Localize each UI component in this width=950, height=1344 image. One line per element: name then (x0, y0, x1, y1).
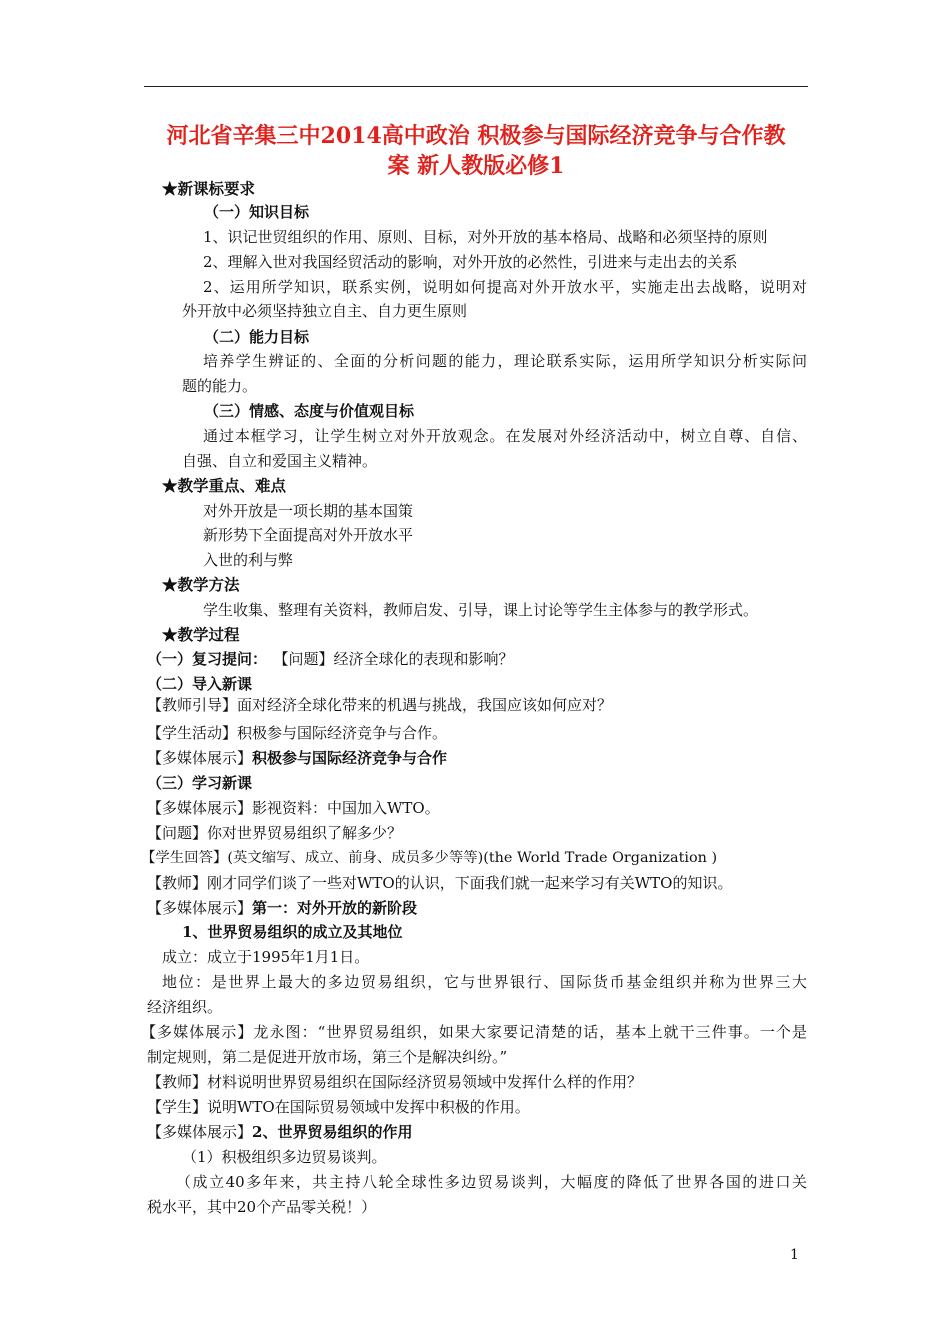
review-line (147, 648, 514, 670)
wto-status-b: 经济组织。 (147, 998, 223, 1016)
intro-heading: （二）导入新课 (147, 675, 253, 693)
learn-media1: 【多媒体展示】影视资料：中国加入WTO。 (147, 799, 440, 817)
learn-heading: （三）学习新课 (147, 774, 253, 792)
process-heading: ★教学过程 (162, 625, 240, 644)
role-1: （1）积极组织多边贸易谈判。 (182, 1148, 387, 1166)
keypoints-heading: ★教学重点、难点 (162, 476, 287, 495)
learn-teacher: 【教师】刚才同学们谈了一些对WTO的认识，下面我们就一起来学习有关WTO的知识。 (147, 874, 733, 892)
emotion-heading: （三）情感、态度与价值观目标 (204, 402, 415, 420)
intro-media-text: 积极参与国际经济竞争与合作 (252, 749, 448, 767)
media2-line (147, 897, 417, 919)
wto-status-a: 地位：是世界上最大的多边贸易组织，它与世界银行、国际货币基金组织并称为世界三大 (162, 973, 807, 991)
emotion-text-a: 通过本框学习，让学生树立对外开放观念。在发展对外经济活动中，树立自尊、自信、 (203, 427, 807, 445)
review-label: （一）复习提问： (147, 650, 268, 668)
keypoint-3: 入世的利与弊 (203, 551, 294, 569)
keypoint-1: 对外开放是一项长期的基本国策 (203, 502, 414, 520)
document-title-line2: 案 新人教版必修1 (387, 153, 565, 179)
header-rule (144, 86, 808, 87)
ability-text-b: 题的能力。 (182, 377, 258, 395)
long-quote-a: 【多媒体展示】龙永图：“世界贸易组织，如果大家要记清楚的话，基本上就干三件事。一个是 (141, 1023, 807, 1041)
learn-question: 【问题】你对世界贸易组织了解多少？ (147, 824, 403, 842)
ability-text-a: 培养学生辨证的、全面的分析问题的能力，理论联系实际，运用所学知识分析实际问 (203, 352, 807, 370)
knowledge-item-2: 2、理解入世对我国经贸活动的影响，对外开放的必然性，引进来与走出去的关系 (203, 253, 738, 271)
learn-answer: 【学生回答】(英文缩写、成立、前身、成员多少等等)(the World Trade Organization ) (141, 850, 718, 866)
intro-student: 【学生活动】积极参与国际经济竞争与合作。 (147, 724, 448, 742)
intro-teacher: 【教师引导】面对经济全球化带来的机遇与挑战，我国应该如何应对？ (147, 696, 613, 714)
wto-established: 成立：成立于1995年1月1日。 (162, 948, 370, 966)
media3-line (147, 1121, 412, 1143)
student-answer: 【学生】说明WTO在国际贸易领域中发挥中积极的作用。 (147, 1098, 530, 1116)
method-text: 学生收集、整理有关资料，教师启发、引导，课上讨论等学生主体参与的教学形式。 (203, 601, 759, 619)
emotion-text-b: 自强、自立和爱国主义精神。 (182, 452, 378, 470)
page-number: 1 (790, 1247, 799, 1263)
media2-label: 【多媒体展示】 (147, 899, 253, 917)
role-1-note-a: （成立40多年来，共主持八轮全球性多边贸易谈判，大幅度的降低了世界各国的进口关 (176, 1173, 807, 1191)
document-title-line1: 河北省辛集三中2014高中政治 积极参与国际经济竞争与合作教 (166, 123, 786, 149)
long-quote-b: 制定规则，第二是促进开放市场，第三个是解决纠纷。” (147, 1048, 508, 1066)
teacher-question: 【教师】材料说明世界贸易组织在国际经济贸易领域中发挥什么样的作用？ (147, 1073, 643, 1091)
knowledge-item-3b: 外开放中必须坚持独立自主、自力更生原则 (182, 302, 468, 320)
role-1-note-b: 税水平，其中20个产品零关税！） (147, 1198, 377, 1216)
knowledge-item-3a: 2、运用所学知识，联系实例，说明如何提高对外开放水平，实施走出去战略，说明对 (203, 278, 807, 296)
wto-heading: 1、世界贸易组织的成立及其地位 (182, 923, 403, 941)
intro-media (147, 747, 447, 769)
method-heading: ★教学方法 (162, 575, 240, 594)
standards-heading: ★新课标要求 (162, 179, 256, 198)
media3-text: 2、世界贸易组织的作用 (252, 1123, 413, 1141)
keypoint-2: 新形势下全面提高对外开放水平 (203, 526, 414, 544)
media3-label: 【多媒体展示】 (147, 1123, 253, 1141)
knowledge-heading: （一）知识目标 (204, 203, 310, 221)
intro-media-label: 【多媒体展示】 (147, 749, 253, 767)
ability-heading: （二）能力目标 (204, 328, 310, 346)
media2-text: 第一：对外开放的新阶段 (252, 899, 418, 917)
knowledge-item-1: 1、识记世贸组织的作用、原则、目标，对外开放的基本格局、战略和必须坚持的原则 (203, 228, 768, 246)
review-text: 【问题】经济全球化的表现和影响？ (281, 650, 514, 668)
